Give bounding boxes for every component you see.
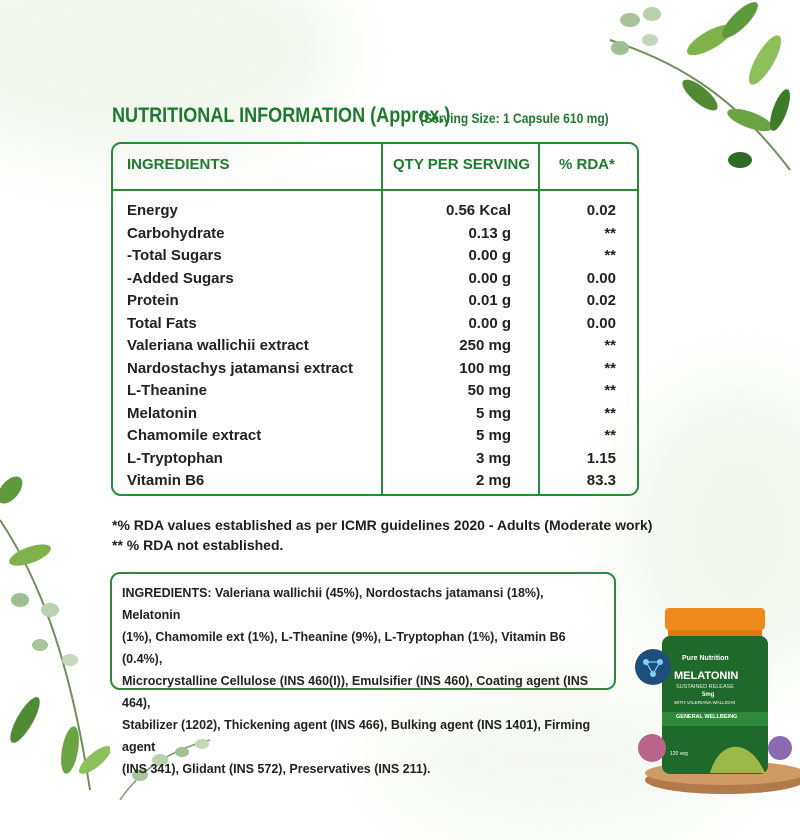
ingredients-line: Microcrystalline Cellulose (INS 460(I)), Emulsifier (INS 460), Coating agent (INS 464), bbox=[122, 674, 589, 710]
rda-note-1: *% RDA values established as per ICMR guidelines 2020 - Adults (Moderate work) bbox=[112, 517, 653, 533]
molecule-icon bbox=[634, 648, 672, 686]
nutrient-rda: ** bbox=[604, 404, 616, 422]
table-row bbox=[113, 360, 637, 383]
product-count: 120 veg bbox=[670, 751, 688, 757]
nutrient-name: Energy bbox=[127, 202, 178, 219]
header-ingredients: INGREDIENTS bbox=[127, 156, 230, 173]
nutrient-name: Protein bbox=[127, 292, 179, 309]
nutrition-table bbox=[111, 142, 639, 496]
nutrient-name: Valeriana wallichii extract bbox=[127, 337, 309, 354]
rda-notes bbox=[112, 515, 652, 555]
nutrient-qty: 100 mg bbox=[459, 359, 511, 377]
table-row bbox=[113, 292, 637, 315]
nutrient-qty: 0.56 Kcal bbox=[445, 202, 511, 219]
nutrient-name: Vitamin B6 bbox=[127, 472, 205, 489]
nutrient-name: Chamomile extract bbox=[127, 427, 262, 444]
nutrient-rda: ** bbox=[604, 382, 616, 399]
ingredients-box bbox=[110, 572, 616, 776]
ingredients-line: Stabilizer (1202), Thickening agent (INS 466), Bulking agent (INS 1401), Firming agent bbox=[122, 718, 591, 754]
nutrient-rda: ** bbox=[604, 427, 616, 444]
product-tag: GENERAL WELLBEING bbox=[676, 714, 738, 720]
product-name: MELATONIN bbox=[674, 670, 739, 682]
header-rda: % RDA* bbox=[559, 156, 615, 173]
nutrient-name: -Total Sugars bbox=[127, 247, 222, 264]
nutrient-rda: ** bbox=[604, 337, 616, 354]
product-dose: 5mg bbox=[702, 692, 715, 698]
nutrient-qty: 3 mg bbox=[475, 449, 511, 467]
nutrient-qty: 0.00 g bbox=[468, 269, 511, 287]
heading-title: NUTRITIONAL INFORMATION (Approx.) bbox=[112, 104, 451, 127]
table-row bbox=[113, 450, 637, 473]
nutrient-qty: 50 mg bbox=[467, 382, 511, 399]
nutrient-rda: ** bbox=[604, 247, 616, 264]
serving-size: (Serving Size: 1 Capsule 610 mg) bbox=[420, 110, 609, 126]
nutrient-name: Carbohydrate bbox=[127, 224, 225, 242]
table-row bbox=[113, 225, 637, 248]
table-row bbox=[113, 382, 637, 405]
background-wash bbox=[0, 0, 340, 160]
nutrient-name: Total Fats bbox=[127, 314, 197, 332]
nutrient-rda: 83.3 bbox=[586, 472, 616, 489]
product-image bbox=[630, 608, 800, 803]
header-divider bbox=[113, 189, 637, 191]
table-row bbox=[113, 247, 637, 270]
nutrient-qty: 5 mg bbox=[475, 427, 511, 444]
table-row bbox=[113, 315, 637, 338]
table-row bbox=[113, 202, 637, 225]
product-brand: Pure Nutrition bbox=[682, 655, 729, 662]
nutrient-name: -Added Sugars bbox=[127, 269, 234, 287]
nutrient-rda: 0.00 bbox=[586, 314, 616, 332]
nutrient-qty: 0.13 g bbox=[468, 224, 511, 242]
table-row bbox=[113, 427, 637, 450]
nutrient-qty: 250 mg bbox=[459, 337, 511, 354]
table-row bbox=[113, 472, 637, 495]
nutrient-rda: ** bbox=[604, 359, 616, 377]
nutrient-name: L-Tryptophan bbox=[127, 449, 223, 467]
ingredients-line: INGREDIENTS: Valeriana wallichii (45%), Nordostachs jatamansi (18%), Melatonin bbox=[122, 586, 544, 622]
table-row bbox=[113, 270, 637, 293]
nutrient-name: Melatonin bbox=[127, 404, 197, 422]
nutrient-name: L-Theanine bbox=[127, 382, 208, 399]
ingredients-line: (1%), Chamomile ext (1%), L-Theanine (9%), L-Tryptophan (1%), Vitamin B6 (0.4%), bbox=[122, 630, 566, 666]
nutrition-heading bbox=[112, 104, 672, 128]
product-line: SUSTAINED RELEASE bbox=[676, 684, 734, 690]
nutrient-rda: 1.15 bbox=[586, 449, 616, 467]
leaf-branch-icon bbox=[0, 460, 110, 800]
nutrient-rda: 0.02 bbox=[586, 202, 616, 219]
product-with: WITH VALERIANA WALLICHII bbox=[674, 700, 736, 705]
ingredients-line: (INS 341), Glidant (INS 572), Preservatives (INS 211). bbox=[122, 762, 431, 776]
nutrient-qty: 0.01 g bbox=[468, 292, 511, 309]
nutrient-rda: 0.00 bbox=[586, 269, 616, 287]
table-row bbox=[113, 337, 637, 360]
header-qty: QTY PER SERVING bbox=[393, 156, 530, 173]
nutrient-qty: 5 mg bbox=[475, 404, 511, 422]
nutrient-rda: 0.02 bbox=[586, 292, 616, 309]
nutrient-name: Nardostachys jatamansi extract bbox=[127, 359, 353, 377]
nutrient-rda: ** bbox=[604, 224, 616, 242]
nutrient-qty: 0.00 g bbox=[468, 314, 511, 332]
table-row bbox=[113, 405, 637, 428]
rda-note-2: ** % RDA not established. bbox=[112, 537, 284, 553]
nutrient-qty: 0.00 g bbox=[468, 247, 511, 264]
table-body bbox=[113, 202, 637, 495]
nutrient-qty: 2 mg bbox=[475, 472, 511, 489]
